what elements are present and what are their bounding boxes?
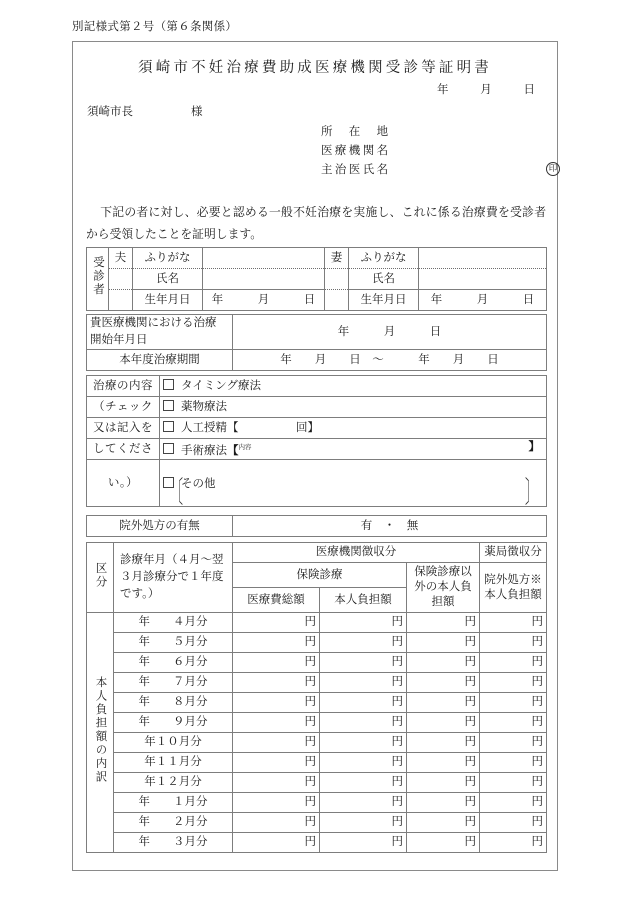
table-row — [87, 290, 547, 311]
seal-icon: 印 — [546, 162, 560, 176]
treatment-period-value[interactable]: 年 月 日 ～ 年 月 日 — [233, 350, 547, 371]
col-pharmacy-header: 院外処方※本人負担額 — [480, 563, 547, 613]
amount-total[interactable]: 円 — [233, 793, 320, 813]
amount-self-pay[interactable]: 円 — [320, 733, 407, 753]
checklist-item-timing[interactable] — [160, 376, 547, 397]
wife-birth-value[interactable]: 年 月 日 — [419, 290, 547, 311]
col-non-insurance-header: 保険診療以外の本人負担額 — [407, 563, 480, 613]
amount-non-insurance[interactable]: 円 — [407, 613, 480, 633]
amount-non-insurance[interactable]: 円 — [407, 633, 480, 653]
table-row — [87, 653, 547, 673]
checkbox-timing[interactable] — [163, 379, 174, 390]
checklist-item-medication-label: 薬物療法 — [181, 400, 227, 413]
amount-non-insurance[interactable]: 円 — [407, 673, 480, 693]
amount-non-insurance[interactable]: 円 — [407, 793, 480, 813]
amount-self-pay[interactable]: 円 — [320, 753, 407, 773]
wife-birth-label: 生年月日 — [349, 290, 419, 311]
table-row — [87, 460, 547, 507]
month-label: 年 ２月分 — [114, 813, 233, 833]
issue-date-day: 日 — [523, 84, 535, 96]
issue-date-line — [437, 81, 535, 97]
month-label: 年 １月分 — [114, 793, 233, 813]
month-label: 年１２月分 — [114, 773, 233, 793]
checkbox-medication[interactable] — [163, 400, 174, 411]
table-row — [87, 516, 547, 537]
month-label: 年 ６月分 — [114, 653, 233, 673]
wife-name-value[interactable] — [419, 269, 547, 290]
statement-paragraph — [86, 201, 546, 245]
sub-insurance-header: 保険診療 — [233, 563, 407, 588]
amount-total[interactable]: 円 — [233, 713, 320, 733]
wife-label: 妻 — [325, 248, 349, 269]
amount-total[interactable]: 円 — [233, 813, 320, 833]
wife-label-bottom — [325, 290, 349, 311]
issuer-doctor-label: 主治医氏名 — [321, 164, 391, 176]
group-pharmacy-header: 薬局徴収分 — [480, 543, 547, 563]
amount-total[interactable]: 円 — [233, 693, 320, 713]
amount-pharmacy[interactable]: 円 — [480, 793, 547, 813]
amount-total[interactable]: 円 — [233, 633, 320, 653]
amount-pharmacy[interactable]: 円 — [480, 673, 547, 693]
table-row — [87, 673, 547, 693]
checklist-item-other[interactable] — [160, 460, 547, 507]
amount-non-insurance[interactable]: 円 — [407, 653, 480, 673]
checklist-item-insemination[interactable] — [160, 418, 547, 439]
treatment-start-table — [86, 314, 547, 371]
husband-name-label: 氏名 — [133, 269, 203, 290]
prescription-table — [86, 515, 547, 537]
checklist-item-surgery-label: 手術療法 — [181, 444, 227, 457]
treatment-period-label: 本年度治療期間 — [87, 350, 233, 371]
husband-label-bottom — [109, 290, 133, 311]
breakdown-row-label: 本人負担額の内訳 — [87, 613, 114, 853]
issue-date-month: 月 — [480, 84, 492, 96]
table-row — [87, 773, 547, 793]
col-total-header: 医療費総額 — [233, 588, 320, 613]
amount-self-pay[interactable]: 円 — [320, 773, 407, 793]
col-self-pay-header: 本人負担額 — [320, 588, 407, 613]
patient-row-label: 受診者 — [87, 248, 109, 311]
table-row — [87, 418, 547, 439]
amount-self-pay[interactable]: 円 — [320, 813, 407, 833]
amount-self-pay[interactable]: 円 — [320, 673, 407, 693]
amount-pharmacy[interactable]: 円 — [480, 813, 547, 833]
month-label: 年１１月分 — [114, 753, 233, 773]
document-frame — [72, 41, 558, 871]
surgery-content-note: 内容 — [238, 443, 252, 451]
amount-pharmacy[interactable]: 円 — [480, 613, 547, 633]
treatment-checklist-table — [86, 375, 547, 507]
table-row — [87, 753, 547, 773]
statement-text: 下記の者に対し、必要と認める一般不妊治療を実施し、これに係る治療費を受診者から受領したことを証明します。 — [86, 205, 546, 241]
month-label: 年 ８月分 — [114, 693, 233, 713]
wife-label-mid — [325, 269, 349, 290]
amount-total[interactable]: 円 — [233, 773, 320, 793]
amount-self-pay[interactable]: 円 — [320, 633, 407, 653]
amount-non-insurance[interactable]: 円 — [407, 773, 480, 793]
husband-birth-value[interactable]: 年 月 日 — [203, 290, 325, 311]
addressee — [87, 103, 203, 119]
amount-total[interactable]: 円 — [233, 673, 320, 693]
amount-pharmacy[interactable]: 円 — [480, 773, 547, 793]
checklist-item-surgery[interactable]: 手術療法【$^{内容}$ 】 — [160, 439, 547, 460]
amount-non-insurance[interactable]: 円 — [407, 813, 480, 833]
month-label: 年 ７月分 — [114, 673, 233, 693]
amount-self-pay[interactable]: 円 — [320, 693, 407, 713]
checklist-label-3: 又は記入を — [87, 418, 160, 439]
table-row — [87, 613, 547, 633]
issuer-doctor-row — [321, 161, 558, 180]
wife-furigana-label: ふりがな — [349, 248, 419, 269]
group-institution-header: 医療機関徴収分 — [233, 543, 480, 563]
patient-table — [86, 247, 547, 311]
amount-pharmacy[interactable]: 円 — [480, 833, 547, 853]
husband-furigana-label: ふりがな — [133, 248, 203, 269]
addressee-name: 須崎市長 — [87, 106, 133, 118]
treatment-start-value[interactable]: 年 月 日 — [233, 315, 547, 350]
prescription-value[interactable]: 有 ・ 無 — [233, 516, 547, 537]
husband-label: 夫 — [109, 248, 133, 269]
husband-name-value[interactable] — [203, 269, 325, 290]
table-row — [87, 693, 547, 713]
month-label: 年 ９月分 — [114, 713, 233, 733]
treatment-start-label: 貴医療機関における治療 開始年月日 — [87, 315, 233, 350]
month-label: 年 ３月分 — [114, 833, 233, 853]
issuer-block — [321, 123, 558, 180]
other-free-text-area[interactable] — [170, 478, 538, 506]
issuer-institution-row — [321, 142, 391, 161]
amount-breakdown-table — [86, 542, 547, 853]
month-label: 年 ４月分 — [114, 613, 233, 633]
prescription-label: 院外処方の有無 — [87, 516, 233, 537]
checklist-label-5: い。） — [87, 460, 160, 507]
amount-non-insurance[interactable]: 円 — [407, 833, 480, 853]
checklist-label-4: してくださ — [87, 439, 160, 460]
form-number: 別記様式第２号（第６条関係） — [72, 21, 238, 33]
table-row — [87, 543, 547, 563]
table-row — [87, 439, 547, 460]
checkbox-insemination[interactable] — [163, 421, 174, 432]
issuer-address-label: 所 在 地 — [321, 126, 391, 138]
amount-total[interactable]: 円 — [233, 753, 320, 773]
page-title: 須崎市不妊治療費助成医療機関受診等証明書 — [138, 60, 492, 76]
checklist-item-timing-label: タイミング療法 — [181, 379, 262, 392]
amount-total[interactable]: 円 — [233, 733, 320, 753]
amount-non-insurance[interactable]: 円 — [407, 713, 480, 733]
issue-date-year: 年 — [437, 84, 449, 96]
checklist-label-1: 治療の内容 — [87, 376, 160, 397]
issuer-institution-label: 医療機関名 — [321, 145, 391, 157]
husband-furigana-value[interactable] — [203, 248, 325, 269]
checklist-item-other-label: その他 — [181, 477, 216, 490]
amount-total[interactable]: 円 — [233, 613, 320, 633]
amount-non-insurance[interactable]: 円 — [407, 753, 480, 773]
wife-furigana-value[interactable] — [419, 248, 547, 269]
table-row — [87, 733, 547, 753]
amount-pharmacy[interactable]: 円 — [480, 713, 547, 733]
amount-pharmacy[interactable]: 円 — [480, 693, 547, 713]
checklist-item-insemination-label: 人工授精 — [181, 421, 227, 434]
table-row — [87, 315, 547, 350]
amount-self-pay[interactable]: 円 — [320, 653, 407, 673]
table-row — [87, 713, 547, 733]
checklist-item-medication[interactable] — [160, 397, 547, 418]
checklist-label-2: （チェック — [87, 397, 160, 418]
amount-self-pay[interactable]: 円 — [320, 833, 407, 853]
month-label: 年１０月分 — [114, 733, 233, 753]
table-row — [87, 248, 547, 269]
table-row — [87, 269, 547, 290]
amount-pharmacy[interactable]: 円 — [480, 653, 547, 673]
table-row — [87, 833, 547, 853]
table-row — [87, 397, 547, 418]
amount-non-insurance[interactable]: 円 — [407, 733, 480, 753]
checkbox-surgery[interactable] — [163, 443, 174, 454]
table-row — [87, 813, 547, 833]
husband-birth-label: 生年月日 — [133, 290, 203, 311]
amount-pharmacy[interactable]: 円 — [480, 633, 547, 653]
table-row — [87, 376, 547, 397]
table-row — [87, 793, 547, 813]
amount-self-pay[interactable]: 円 — [320, 793, 407, 813]
division-label: 区分 — [87, 543, 114, 613]
amount-pharmacy[interactable]: 円 — [480, 733, 547, 753]
amount-non-insurance[interactable]: 円 — [407, 693, 480, 713]
insemination-count-field[interactable]: 【 回】 — [227, 421, 319, 434]
amount-total[interactable]: 円 — [233, 653, 320, 673]
issuer-address-row — [321, 123, 391, 142]
amount-total[interactable]: 円 — [233, 833, 320, 853]
wife-name-label: 氏名 — [349, 269, 419, 290]
husband-label-mid — [109, 269, 133, 290]
month-label: 年 ５月分 — [114, 633, 233, 653]
table-row — [87, 633, 547, 653]
amount-pharmacy[interactable]: 円 — [480, 753, 547, 773]
amount-self-pay[interactable]: 円 — [320, 613, 407, 633]
amount-self-pay[interactable]: 円 — [320, 713, 407, 733]
month-column-header: 診療年月（４月～翌３月診療分で１年度です。） — [114, 543, 233, 613]
table-row — [87, 350, 547, 371]
addressee-honorific: 様 — [191, 106, 203, 118]
